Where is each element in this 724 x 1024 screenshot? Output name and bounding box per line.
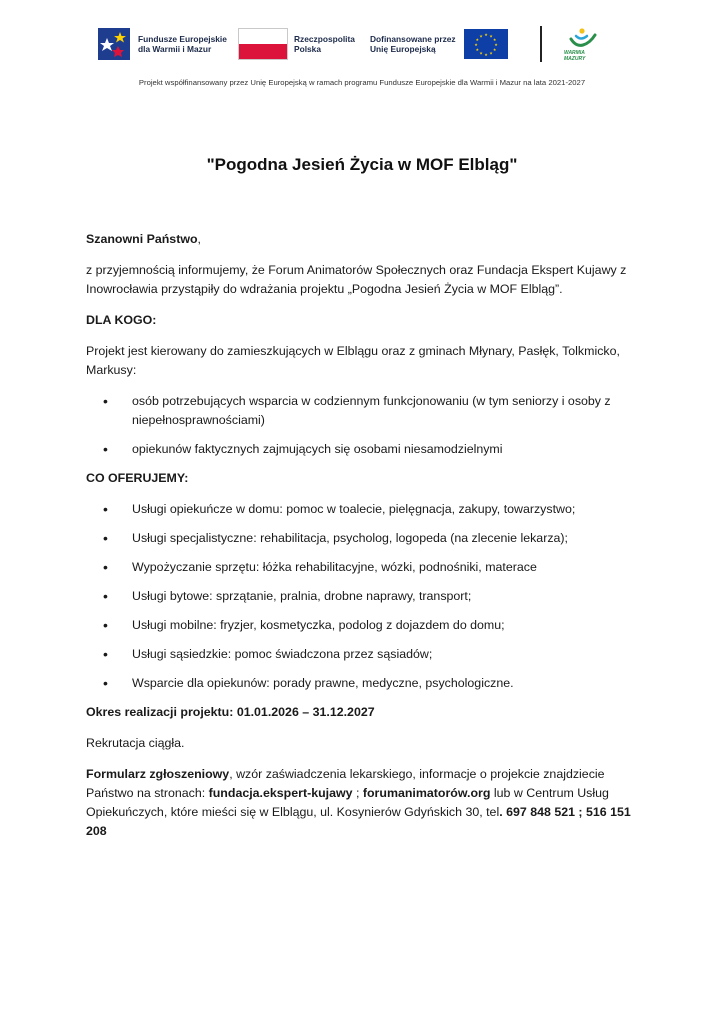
list-item: • Usługi mobilne: fryzjer, kosmetyczka, podolog z dojazdem do domu; xyxy=(86,616,646,635)
warmia-mazury-label: WARMIA MAZURY xyxy=(564,49,586,62)
list-item: • Usługi specjalistyczne: rehabilitacja, psycholog, logopeda (na zlecenie lekarza); xyxy=(86,529,646,548)
eu-flag-icon xyxy=(464,29,508,59)
polish-flag-icon xyxy=(238,28,288,60)
svg-text:★: ★ xyxy=(492,37,497,42)
rp-logo-line-1: Rzeczpospolita xyxy=(294,33,355,44)
contact-text-1: , wzór zaświadczenia lekarskiego, informacje o projekcie znajdziecie Państwo na stronach: xyxy=(86,767,605,800)
intro-paragraph: z przyjemnością informujemy, że Forum Animatorów Społecznych oraz Fundacja Ekspert Kujawy z Inowrocławia przystąpiły do wdrażania projektu „Pogodna Jesień Życia w MOF Elbląg”. xyxy=(86,263,627,296)
list-item: • Wypożyczanie sprzętu: łóżka rehabilitacyjne, wózki, podnośniki, materace xyxy=(86,558,646,577)
recruitment-note: Rekrutacja ciągła. xyxy=(86,736,185,750)
svg-text:★: ★ xyxy=(478,33,483,39)
website-link-fundacja[interactable]: fundacja.ekspert-kujawy xyxy=(208,786,353,800)
website-separator: ; xyxy=(352,786,363,800)
fundusze-europejskie-logo xyxy=(98,24,227,64)
cofinancing-note: Projekt współfinansowany przez Unię Europejską w ramach programu Fundusze Europejskie dla Warmii i Mazur na lata 2021-2027 xyxy=(138,78,586,87)
warmia-mazury-emblem-icon xyxy=(568,27,598,49)
list-item: • Usługi opiekuńcze w domu: pomoc w toalecie, pielęgnacja, zakupy, towarzystwo; xyxy=(86,500,646,519)
fe-logo-line-2: dla Warmii i Mazur xyxy=(138,44,212,54)
phone-numbers: . 697 848 521 ; 516 151 208 xyxy=(86,805,631,838)
svg-text:★: ★ xyxy=(473,42,478,47)
fe-logo-line-1: Fundusze Europejskie xyxy=(138,33,227,44)
greeting-comma: , xyxy=(197,232,201,246)
rzeczpospolita-polska-logo xyxy=(238,24,355,64)
list-item: • opiekunów faktycznych zajmujących się osobami niesamodzielnymi xyxy=(86,440,646,459)
svg-text:★: ★ xyxy=(483,32,488,37)
svg-text:★: ★ xyxy=(492,47,497,52)
form-label: Formularz zgłoszeniowy xyxy=(86,767,230,781)
document-body xyxy=(86,230,646,841)
ue-logo-line-1: Dofinansowane przez xyxy=(370,33,456,44)
contact-text-2: lub w Centrum Usług Opiekuńczych, które mieści się w Elblągu, ul. Kosynierów Gdyńskich 30, tel xyxy=(86,786,609,819)
greeting-bold: Szanowni Państwo xyxy=(86,232,198,246)
offer-heading: CO OFERUJEMY: xyxy=(86,471,189,485)
fe-emblem-icon xyxy=(98,28,130,60)
svg-text:★: ★ xyxy=(488,33,493,39)
who-paragraph: Projekt jest kierowany do zamieszkujących w Elblągu oraz z gminach Młynary, Pasłęk, Tolkmicko, Markusy: xyxy=(86,344,620,377)
offer-list xyxy=(86,500,646,693)
svg-text:★: ★ xyxy=(493,42,498,47)
warmia-mazury-logo xyxy=(564,24,602,64)
ue-logo-line-2: Unię Europejską xyxy=(370,44,436,54)
contact-paragraph xyxy=(86,765,646,841)
rp-logo-line-2: Polska xyxy=(294,44,322,54)
svg-text:★: ★ xyxy=(478,50,483,56)
list-item: • Usługi bytowe: sprzątanie, pralnia, drobne naprawy, transport; xyxy=(86,587,646,606)
website-link-forum[interactable]: forumanimatorów.org xyxy=(362,786,491,800)
who-heading: DLA KOGO: xyxy=(86,313,157,327)
svg-text:★: ★ xyxy=(488,50,493,56)
project-period: Okres realizacji projektu: 01.01.2026 – 31.12.2027 xyxy=(86,705,375,719)
svg-text:★: ★ xyxy=(475,37,479,42)
eu-cofinanced-logo xyxy=(370,24,508,64)
list-item: • Usługi sąsiedzkie: pomoc świadczona przez sąsiadów; xyxy=(86,645,646,664)
list-item: • osób potrzebujących wsparcia w codziennym funkcjonowaniu (w tym seniorzy i osoby z niepełnosprawnościami) xyxy=(86,392,646,430)
who-list xyxy=(86,392,646,459)
greeting xyxy=(86,230,646,249)
document-title: "Pogodna Jesień Życia w MOF Elbląg" xyxy=(206,155,518,174)
svg-text:★: ★ xyxy=(483,52,488,57)
header-logos xyxy=(98,24,638,64)
list-item: • Wsparcie dla opiekunów: porady prawne, medyczne, psychologiczne. xyxy=(86,674,646,693)
logo-divider xyxy=(540,26,542,62)
svg-text:★: ★ xyxy=(475,47,479,52)
